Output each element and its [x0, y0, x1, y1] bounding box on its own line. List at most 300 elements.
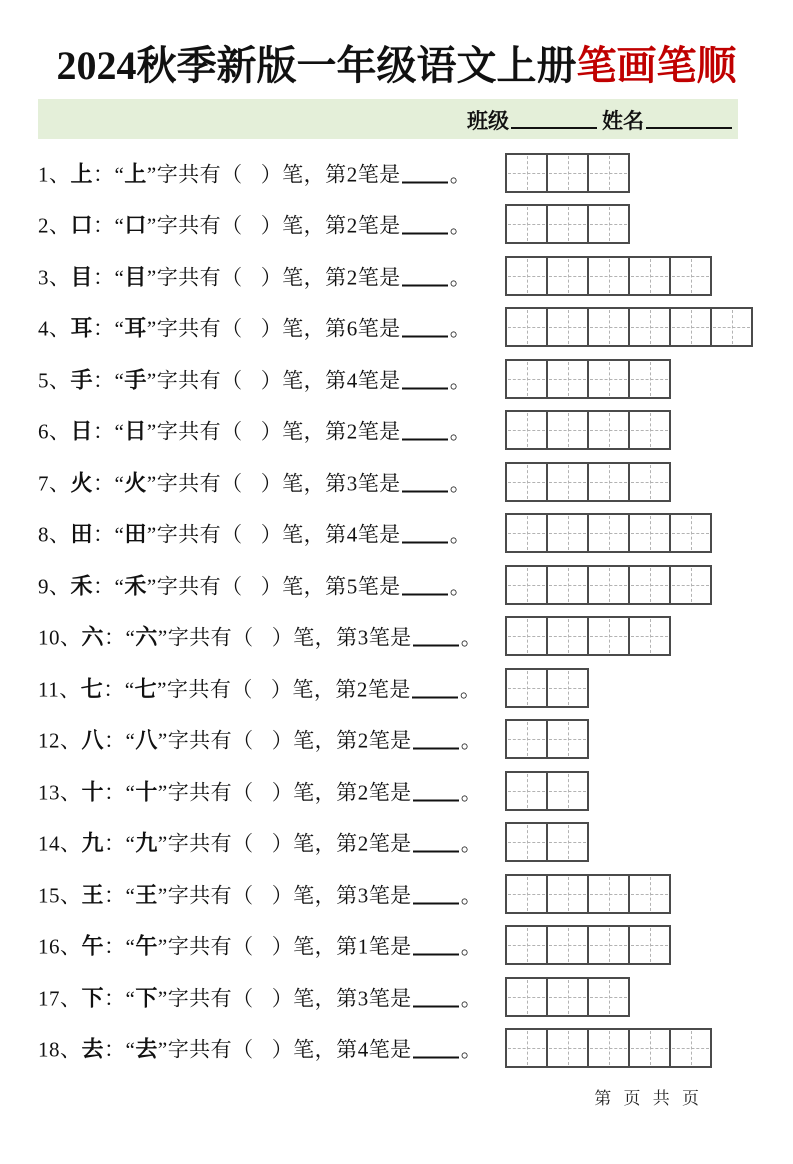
grid-cell[interactable] [587, 206, 628, 242]
period: 。 [460, 831, 483, 856]
writing-grid [505, 359, 671, 399]
number-separator: 、 [60, 986, 82, 1011]
open-quote: “ [125, 780, 136, 805]
grid-cell[interactable] [669, 515, 710, 551]
writing-grid [505, 565, 712, 605]
question-number: 12 [38, 728, 60, 753]
close-quote: ” [157, 677, 167, 702]
period: 。 [460, 1037, 483, 1062]
grid-cell[interactable] [669, 309, 710, 345]
writing-grid [505, 874, 671, 914]
grid-cell[interactable] [628, 515, 669, 551]
class-label: 班级 [467, 109, 509, 134]
open-quote: “ [124, 677, 135, 702]
grid-cell[interactable] [507, 876, 546, 912]
open-quote: “ [114, 419, 125, 444]
question-row [0, 508, 793, 560]
question-text [38, 157, 471, 188]
quoted-character: 上 [124, 161, 147, 187]
grid-cell[interactable] [507, 515, 546, 551]
target-character: 口 [70, 212, 94, 238]
question-text [38, 518, 471, 549]
question-number: 6 [38, 419, 49, 444]
page-footer: 第 页 共 页 [594, 1089, 703, 1109]
open-quote: “ [125, 934, 136, 959]
grid-cell[interactable] [587, 309, 628, 345]
colon: ： [93, 162, 115, 187]
period: 。 [460, 986, 483, 1011]
writing-grid [505, 977, 630, 1017]
question-number: 8 [38, 522, 49, 547]
grid-cell[interactable] [546, 773, 587, 809]
title-red-text: 笔画笔顺 [576, 43, 737, 88]
target-character: 八 [81, 727, 105, 753]
quoted-character: 王 [135, 882, 158, 908]
stroke-number: 2 [346, 162, 358, 187]
grid-cell[interactable] [546, 412, 587, 448]
quoted-character: 日 [124, 418, 147, 444]
grid-cell[interactable] [587, 618, 628, 654]
text-after-stroke: 笔是 [368, 1037, 412, 1062]
number-separator: 、 [49, 162, 71, 187]
stroke-answer-blank[interactable] [413, 748, 459, 750]
text-after-paren: ）笔，第 [260, 316, 347, 341]
name-label: 姓名 [602, 109, 644, 134]
question-number: 2 [38, 213, 49, 238]
grid-cell[interactable] [628, 361, 669, 397]
text-after-paren: ）笔，第 [260, 265, 347, 290]
writing-grid [505, 771, 589, 811]
question-number: 10 [38, 625, 60, 650]
stroke-number: 2 [357, 728, 369, 753]
question-text [38, 363, 471, 394]
question-row [0, 1023, 793, 1075]
colon: ： [93, 316, 115, 341]
stroke-answer-blank[interactable] [402, 490, 448, 492]
grid-cell[interactable] [628, 876, 669, 912]
number-separator: 、 [60, 728, 82, 753]
target-character: 六 [81, 624, 105, 650]
stroke-answer-blank[interactable] [413, 645, 459, 647]
open-quote: “ [114, 574, 125, 599]
question-row [0, 353, 793, 405]
number-separator: 、 [60, 1037, 82, 1062]
question-text [38, 569, 471, 600]
grid-cell[interactable] [546, 876, 587, 912]
period: 。 [449, 471, 472, 496]
open-quote: “ [125, 831, 136, 856]
period: 。 [459, 677, 482, 702]
question-number: 14 [38, 831, 60, 856]
colon: ： [104, 780, 126, 805]
question-row [0, 611, 793, 663]
quoted-character: 手 [124, 367, 147, 393]
text-after-char: 字共有（ [156, 316, 243, 341]
target-character: 目 [70, 264, 94, 290]
target-character: 日 [70, 418, 94, 444]
stroke-number: 3 [346, 471, 358, 496]
quoted-character: 禾 [124, 573, 147, 599]
grid-cell[interactable] [710, 309, 751, 345]
text-after-stroke: 笔是 [357, 471, 401, 496]
period: 。 [460, 728, 483, 753]
question-row [0, 250, 793, 302]
text-after-paren: ）笔，第 [271, 883, 358, 908]
grid-cell[interactable] [546, 721, 587, 757]
question-row [0, 714, 793, 766]
question-row [0, 559, 793, 611]
text-after-stroke: 笔是 [368, 934, 412, 959]
text-after-stroke: 笔是 [357, 368, 401, 393]
text-after-char: 字共有（ [156, 574, 243, 599]
grid-cell[interactable] [587, 155, 628, 191]
grid-cell[interactable] [587, 258, 628, 294]
stroke-answer-blank[interactable] [402, 284, 448, 286]
question-row [0, 817, 793, 869]
writing-grid [505, 925, 671, 965]
open-quote: “ [114, 316, 125, 341]
stroke-number: 2 [357, 831, 369, 856]
close-quote: ” [146, 471, 157, 496]
text-after-char: 字共有（ [156, 419, 243, 444]
text-after-char: 字共有（ [167, 934, 254, 959]
question-number: 5 [38, 368, 49, 393]
close-quote: ” [157, 625, 168, 650]
colon: ： [103, 677, 125, 702]
stroke-number: 3 [357, 986, 369, 1011]
stroke-answer-blank[interactable] [402, 593, 448, 595]
writing-grid [505, 1028, 712, 1068]
grid-cell[interactable] [507, 670, 546, 706]
number-separator: 、 [59, 677, 81, 702]
number-separator: 、 [60, 883, 82, 908]
grid-cell[interactable] [507, 309, 546, 345]
grid-cell[interactable] [507, 412, 546, 448]
open-quote: “ [125, 728, 136, 753]
close-quote: ” [157, 728, 168, 753]
grid-cell[interactable] [587, 1030, 628, 1066]
colon: ： [93, 213, 115, 238]
text-after-paren: ）笔，第 [271, 986, 358, 1011]
question-number: 11 [38, 677, 60, 702]
grid-cell[interactable] [507, 979, 546, 1015]
question-text [38, 260, 471, 291]
question-row [0, 971, 793, 1023]
close-quote: ” [157, 1037, 168, 1062]
colon: ： [104, 883, 126, 908]
text-after-char: 字共有（ [156, 162, 243, 187]
quoted-character: 耳 [124, 315, 147, 341]
number-separator: 、 [49, 368, 71, 393]
number-separator: 、 [60, 831, 82, 856]
page-title [0, 42, 793, 89]
grid-cell[interactable] [546, 206, 587, 242]
text-after-stroke: 笔是 [368, 780, 412, 805]
class-blank-line[interactable] [511, 127, 597, 129]
grid-cell[interactable] [507, 618, 546, 654]
number-separator: 、 [49, 265, 71, 290]
writing-grid [505, 204, 630, 244]
target-character: 九 [81, 830, 105, 856]
grid-cell[interactable] [587, 361, 628, 397]
grid-cell[interactable] [546, 361, 587, 397]
grid-cell[interactable] [507, 155, 546, 191]
text-after-paren: ）笔，第 [260, 213, 347, 238]
stroke-number: 4 [357, 1037, 369, 1062]
text-after-paren: ）笔，第 [260, 471, 347, 496]
stroke-answer-blank[interactable] [413, 954, 459, 956]
grid-cell[interactable] [546, 979, 587, 1015]
grid-cell[interactable] [507, 206, 546, 242]
text-after-paren: ）笔，第 [260, 368, 347, 393]
colon: ： [104, 934, 126, 959]
text-after-stroke: 笔是 [368, 986, 412, 1011]
stroke-answer-blank[interactable] [413, 851, 459, 853]
quoted-character: 口 [124, 212, 147, 238]
stroke-answer-blank[interactable] [402, 336, 448, 338]
close-quote: ” [157, 934, 168, 959]
question-row [0, 765, 793, 817]
grid-cell[interactable] [587, 515, 628, 551]
question-number: 15 [38, 883, 60, 908]
grid-cell[interactable] [587, 876, 628, 912]
text-after-paren: ）笔，第 [271, 728, 358, 753]
text-after-char: 字共有（ [167, 883, 254, 908]
grid-cell[interactable] [546, 1030, 587, 1066]
grid-cell[interactable] [669, 258, 710, 294]
stroke-number: 2 [346, 265, 358, 290]
quoted-character: 目 [124, 264, 147, 290]
grid-cell[interactable] [628, 464, 669, 500]
colon: ： [104, 986, 126, 1011]
number-separator: 、 [49, 471, 71, 496]
question-row [0, 199, 793, 251]
question-number: 9 [38, 574, 49, 599]
grid-cell[interactable] [628, 1030, 669, 1066]
stroke-number: 4 [346, 522, 358, 547]
quoted-character: 八 [135, 727, 158, 753]
question-text [38, 724, 482, 755]
question-number: 16 [38, 934, 60, 959]
close-quote: ” [146, 316, 157, 341]
text-after-char: 字共有（ [167, 1037, 254, 1062]
close-quote: ” [146, 522, 157, 547]
stroke-answer-blank[interactable] [413, 799, 459, 801]
text-after-char: 字共有（ [167, 625, 254, 650]
close-quote: ” [146, 368, 157, 393]
quoted-character: 六 [135, 624, 158, 650]
grid-cell[interactable] [669, 567, 710, 603]
period: 。 [449, 316, 472, 341]
open-quote: “ [125, 1037, 136, 1062]
grid-cell[interactable] [669, 1030, 710, 1066]
grid-cell[interactable] [628, 309, 669, 345]
grid-cell[interactable] [507, 258, 546, 294]
grid-cell[interactable] [587, 464, 628, 500]
stroke-answer-blank[interactable] [402, 439, 448, 441]
period: 。 [460, 780, 483, 805]
number-separator: 、 [60, 625, 82, 650]
colon: ： [93, 368, 115, 393]
open-quote: “ [125, 986, 136, 1011]
text-after-stroke: 笔是 [357, 213, 401, 238]
grid-cell[interactable] [546, 824, 587, 860]
quoted-character: 下 [135, 985, 158, 1011]
grid-cell[interactable] [546, 618, 587, 654]
question-text [38, 312, 471, 343]
text-after-paren: ）笔，第 [271, 1037, 358, 1062]
colon: ： [93, 419, 115, 444]
stroke-number: 5 [346, 574, 358, 599]
text-after-paren: ）笔，第 [271, 780, 358, 805]
target-character: 耳 [70, 315, 94, 341]
stroke-answer-blank[interactable] [402, 233, 448, 235]
text-after-paren: ）笔，第 [260, 574, 347, 599]
question-row [0, 662, 793, 714]
close-quote: ” [146, 419, 157, 444]
question-row [0, 456, 793, 508]
text-after-char: 字共有（ [167, 986, 254, 1011]
name-blank-line[interactable] [646, 127, 732, 129]
question-text [38, 878, 482, 909]
target-character: 去 [81, 1036, 105, 1062]
grid-cell[interactable] [587, 412, 628, 448]
stroke-answer-blank[interactable] [402, 181, 448, 183]
number-separator: 、 [49, 574, 71, 599]
target-character: 手 [70, 367, 94, 393]
grid-cell[interactable] [546, 464, 587, 500]
quoted-character: 火 [124, 470, 147, 496]
grid-cell[interactable] [507, 824, 546, 860]
stroke-answer-blank[interactable] [402, 542, 448, 544]
close-quote: ” [157, 780, 168, 805]
question-number: 4 [38, 316, 49, 341]
open-quote: “ [114, 471, 125, 496]
colon: ： [104, 728, 126, 753]
question-text [38, 621, 482, 652]
number-separator: 、 [49, 213, 71, 238]
period: 。 [449, 522, 472, 547]
colon: ： [93, 265, 115, 290]
text-after-char: 字共有（ [167, 831, 254, 856]
grid-cell[interactable] [507, 721, 546, 757]
text-after-paren: ）笔，第 [271, 934, 358, 959]
text-after-char: 字共有（ [167, 728, 254, 753]
question-text [38, 827, 482, 858]
text-after-stroke: 笔是 [357, 419, 401, 444]
grid-cell[interactable] [546, 155, 587, 191]
quoted-character: 田 [124, 521, 147, 547]
stroke-answer-blank[interactable] [413, 1005, 459, 1007]
grid-cell[interactable] [587, 567, 628, 603]
period: 。 [449, 419, 472, 444]
stroke-number: 2 [346, 419, 358, 444]
writing-grid [505, 668, 589, 708]
question-row [0, 405, 793, 457]
grid-cell[interactable] [546, 309, 587, 345]
period: 。 [449, 368, 472, 393]
writing-grid [505, 153, 630, 193]
grid-cell[interactable] [587, 979, 628, 1015]
grid-cell[interactable] [628, 412, 669, 448]
text-after-paren: ）笔，第 [260, 419, 347, 444]
grid-cell[interactable] [628, 618, 669, 654]
close-quote: ” [146, 162, 157, 187]
grid-cell[interactable] [546, 258, 587, 294]
grid-cell[interactable] [546, 567, 587, 603]
stroke-number: 1 [357, 934, 369, 959]
close-quote: ” [146, 213, 157, 238]
grid-cell[interactable] [507, 1030, 546, 1066]
grid-cell[interactable] [546, 515, 587, 551]
grid-cell[interactable] [507, 361, 546, 397]
colon: ： [104, 1037, 126, 1062]
stroke-answer-blank[interactable] [412, 696, 458, 698]
stroke-number: 2 [357, 780, 369, 805]
period: 。 [460, 625, 483, 650]
target-character: 十 [81, 779, 105, 805]
grid-cell[interactable] [507, 927, 546, 963]
question-number: 3 [38, 265, 49, 290]
colon: ： [104, 831, 126, 856]
close-quote: ” [146, 265, 157, 290]
quoted-character: 十 [135, 779, 158, 805]
period: 。 [460, 934, 483, 959]
open-quote: “ [114, 368, 125, 393]
text-after-char: 字共有（ [167, 780, 254, 805]
colon: ： [93, 471, 115, 496]
question-text [38, 209, 471, 240]
grid-cell[interactable] [587, 927, 628, 963]
stroke-answer-blank[interactable] [402, 387, 448, 389]
number-separator: 、 [49, 419, 71, 444]
text-after-paren: ）笔，第 [270, 677, 357, 702]
number-separator: 、 [49, 522, 71, 547]
writing-grid [505, 410, 671, 450]
text-after-paren: ）笔，第 [260, 162, 347, 187]
stroke-answer-blank[interactable] [413, 902, 459, 904]
question-number: 1 [38, 162, 49, 187]
text-after-char: 字共有（ [156, 265, 243, 290]
target-character: 七 [80, 676, 104, 702]
target-character: 上 [70, 161, 94, 187]
grid-cell[interactable] [628, 258, 669, 294]
stroke-number: 6 [346, 316, 358, 341]
colon: ： [104, 625, 126, 650]
open-quote: “ [125, 883, 136, 908]
grid-cell[interactable] [507, 464, 546, 500]
question-list [0, 147, 793, 1074]
question-number: 7 [38, 471, 49, 496]
grid-cell[interactable] [628, 567, 669, 603]
grid-cell[interactable] [507, 773, 546, 809]
quoted-character: 午 [135, 933, 158, 959]
question-row [0, 302, 793, 354]
text-after-stroke: 笔是 [368, 728, 412, 753]
grid-cell[interactable] [546, 670, 587, 706]
text-after-stroke: 笔是 [368, 883, 412, 908]
target-character: 下 [81, 985, 105, 1011]
grid-cell[interactable] [628, 927, 669, 963]
text-after-stroke: 笔是 [357, 265, 401, 290]
grid-cell[interactable] [507, 567, 546, 603]
grid-cell[interactable] [546, 927, 587, 963]
question-text [38, 1033, 482, 1064]
stroke-answer-blank[interactable] [413, 1057, 459, 1059]
period: 。 [449, 162, 472, 187]
target-character: 火 [70, 470, 94, 496]
question-number: 13 [38, 780, 60, 805]
